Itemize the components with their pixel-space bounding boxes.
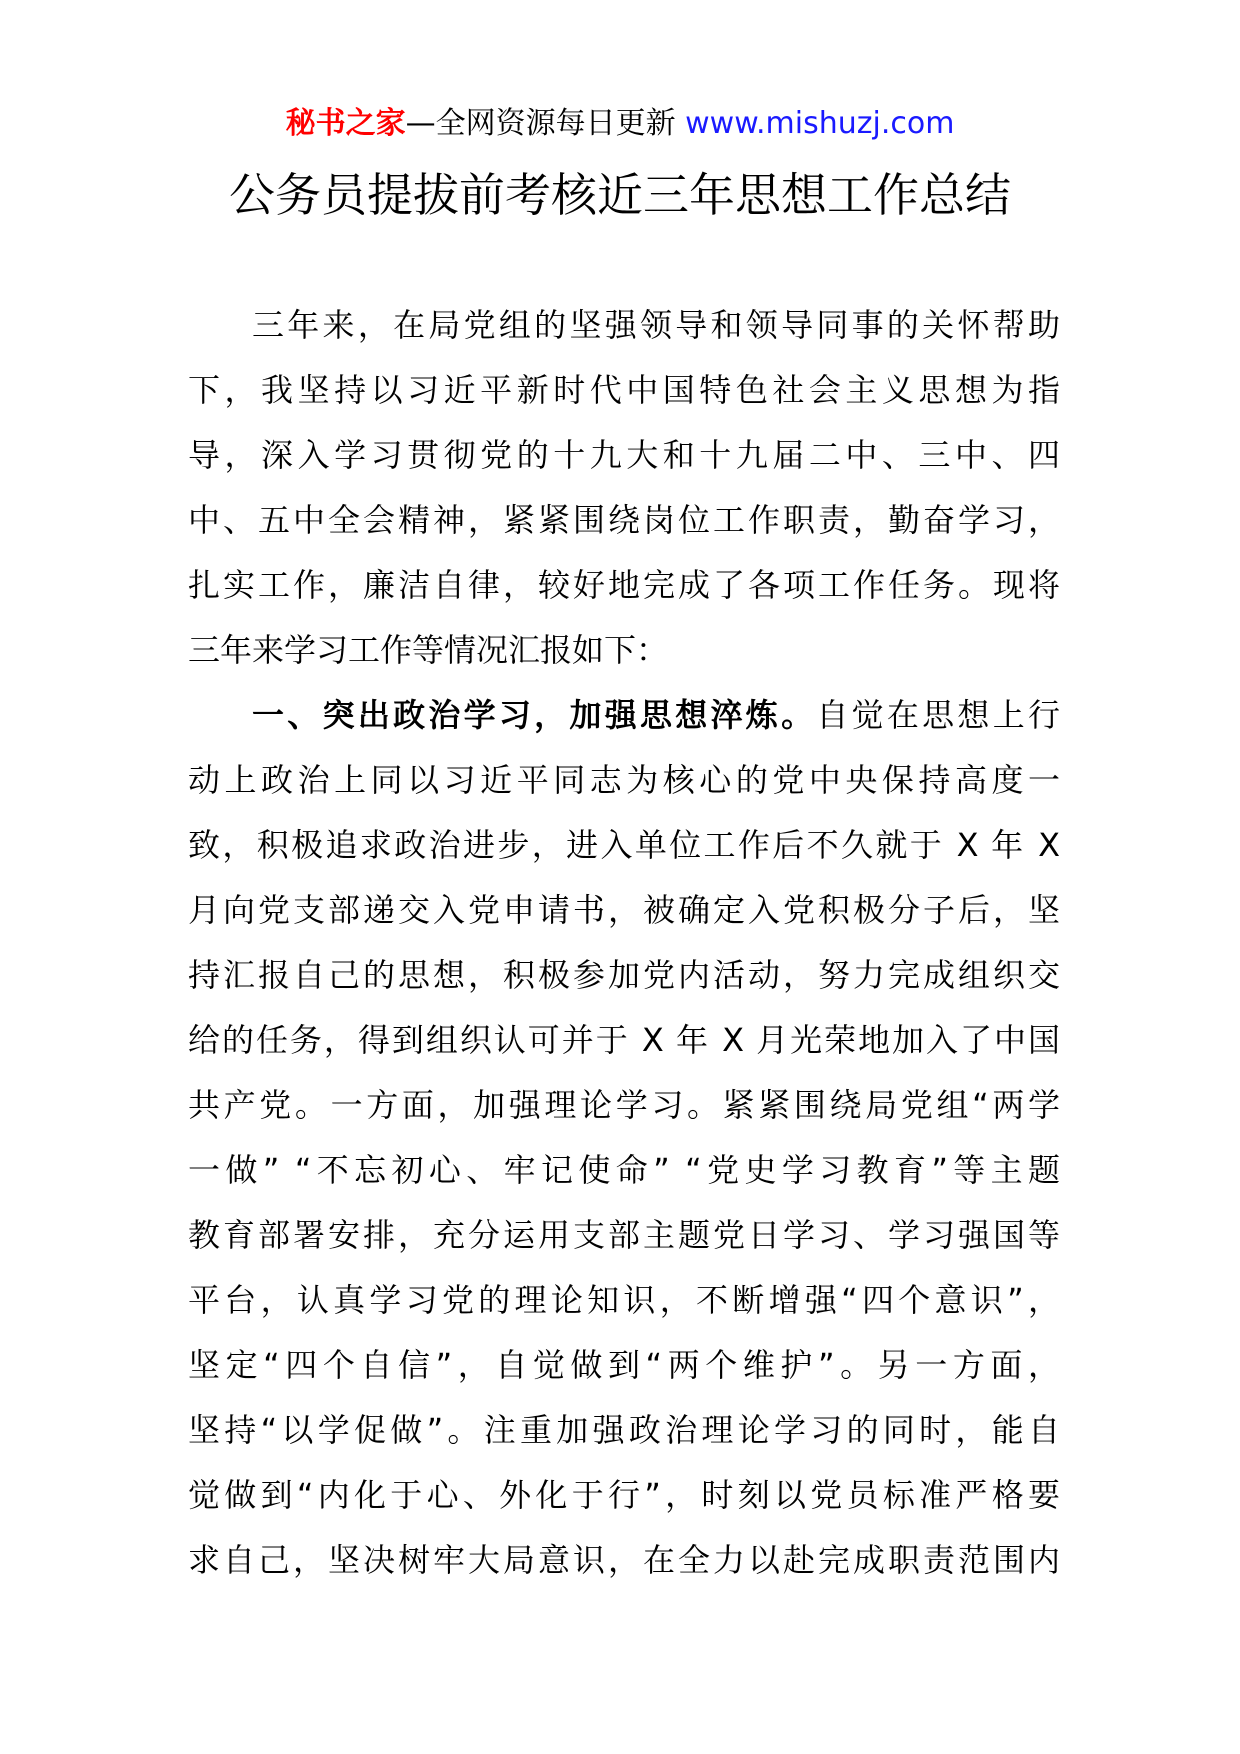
body-line: 导，深入学习贯彻党的十九大和十九届二中、三中、四 [188,436,1060,474]
section-heading-rest: 自觉在思想上行 [816,696,1060,734]
body-line: 共产党。一方面，加强理论学习。紧紧围绕局党组“两学 [188,1086,1060,1124]
section-heading: 一、突出政治学习，加强思想淬炼。 [252,696,817,734]
body-line: 持汇报自己的思想，积极参加党内活动，努力完成组织交 [188,956,1060,994]
body-line: 扎实工作，廉洁自律，较好地完成了各项工作任务。现将 [188,566,1060,604]
body-line: 觉做到“内化于心、外化于行”，时刻以党员标准严格要 [188,1476,1060,1514]
document-body [188,293,1060,1593]
body-line: 坚持“以学促做”。注重加强政治理论学习的同时，能自 [188,1411,1060,1449]
body-line: 三年来，在局党组的坚强领导和领导同事的关怀帮助 [252,306,1060,344]
body-line: 月向党支部递交入党申请书，被确定入党积极分子后，坚 [188,891,1060,929]
body-line: 中、五中全会精神，紧紧围绕岗位工作职责，勤奋学习， [188,501,1060,539]
header-brand: 秘书之家 [285,106,406,141]
body-line: 三年来学习工作等情况汇报如下： [188,631,669,669]
page-header [0,100,1240,148]
body-line: 求自己，坚决树牢大局意识，在全力以赴完成职责范围内 [188,1541,1060,1579]
header-tagline: —全网资源每日更新 [405,106,686,141]
body-line: 动上政治上同以习近平同志为核心的党中央保持高度一 [188,761,1060,799]
header-url[interactable]: www.mishuzj.com [685,106,955,141]
body-line-section-heading [188,683,1060,748]
body-line: 一做” “不忘初心、牢记使命” “党史学习教育”等主题 [188,1151,1060,1189]
body-line: 致，积极追求政治进步，进入单位工作后不久就于 X 年 X [188,826,1060,864]
body-line: 坚定“四个自信”，自觉做到“两个维护”。另一方面， [188,1346,1060,1384]
body-line: 教育部署安排，充分运用支部主题党日学习、学习强国等 [188,1216,1060,1254]
document-title: 公务员提拔前考核近三年思想工作总结 [229,168,1011,222]
body-line: 下，我坚持以习近平新时代中国特色社会主义思想为指 [188,371,1060,409]
body-line: 给的任务，得到组织认可并于 X 年 X 月光荣地加入了中国 [188,1021,1060,1059]
body-line: 平台，认真学习党的理论知识，不断增强“四个意识”， [188,1281,1060,1319]
